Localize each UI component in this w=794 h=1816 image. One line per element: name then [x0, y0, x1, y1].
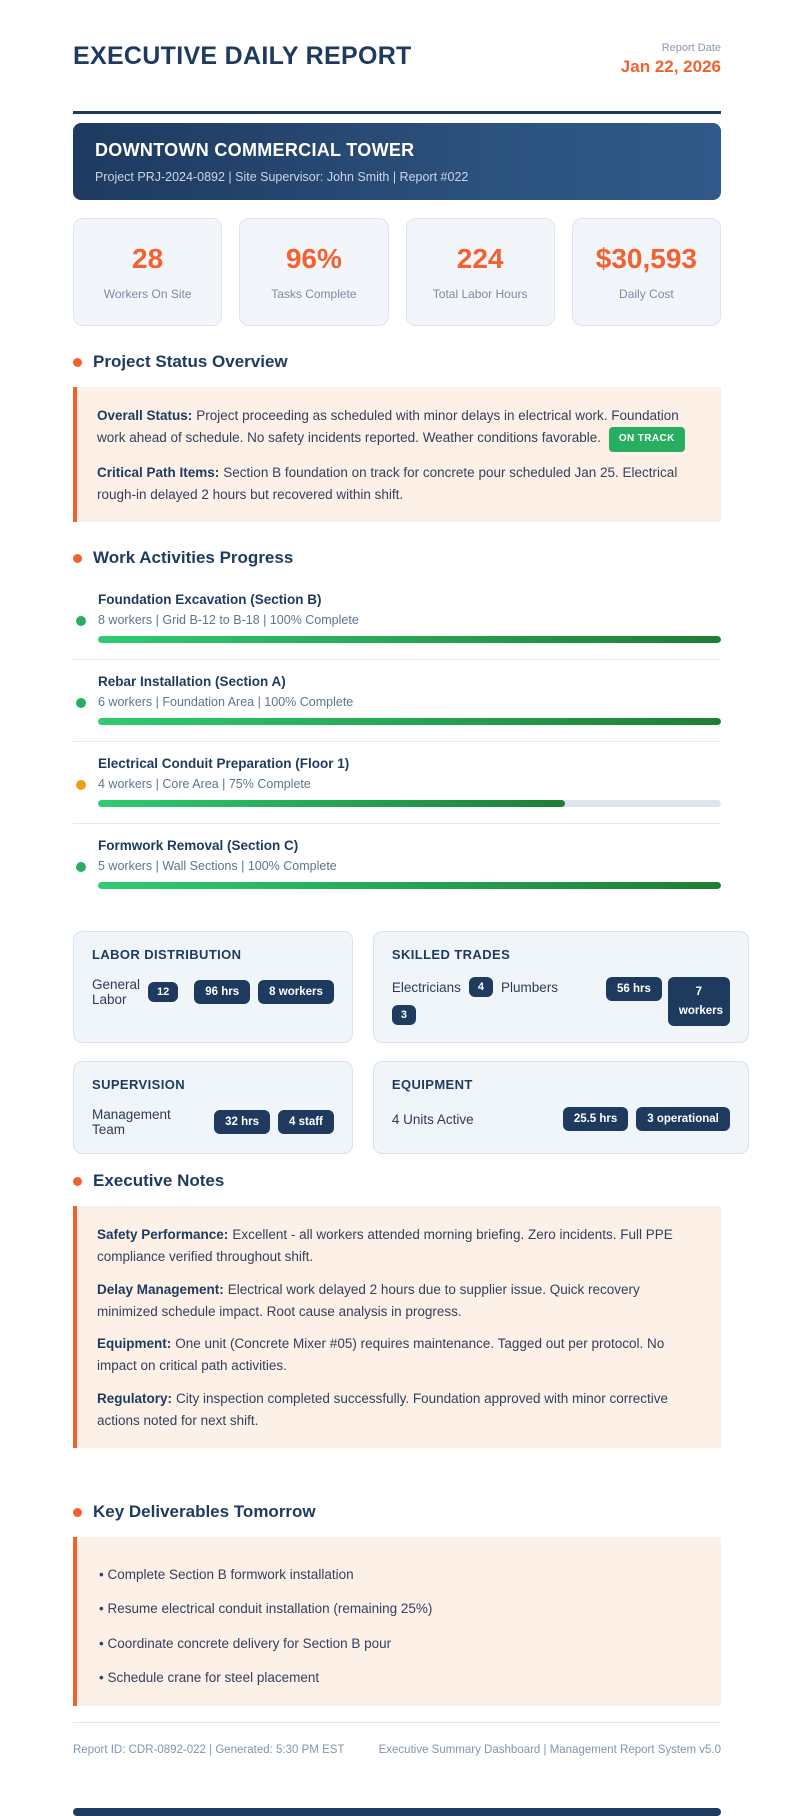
section-bullet-icon [73, 554, 82, 563]
paragraph-lead: Regulatory: [97, 1390, 173, 1406]
deliverables-panel [73, 1537, 721, 1706]
progress-fill [98, 718, 721, 725]
labor-distribution-box [73, 931, 353, 1043]
section-bullet-icon [73, 1508, 82, 1517]
paragraph-lead: Safety Performance: [97, 1227, 229, 1243]
project-banner [73, 123, 721, 200]
progress-fill [98, 882, 721, 889]
section-heading-status [73, 352, 721, 372]
hours-badge: 32 hrs [214, 1110, 270, 1134]
section-title: Key Deliverables Tomorrow [93, 1502, 316, 1522]
report-date-value: Jan 22, 2026 [620, 57, 721, 76]
note-paragraph [97, 1224, 701, 1269]
paragraph-text: Electrical work delayed 2 hours due to supplier issue. Quick recovery minimized schedule impact. Root cause analysis in progress. [97, 1281, 640, 1319]
activity-meta: 8 workers | Grid B-12 to B-18 | 100% Complete [98, 613, 359, 628]
hours-badge: 56 hrs [606, 977, 662, 1001]
activity-item [73, 660, 721, 742]
workers-badge: 7 workers [668, 977, 730, 1026]
section-heading-activities [73, 548, 721, 568]
status-dot-icon [76, 616, 86, 626]
section-heading-deliverables [73, 1502, 721, 1522]
box-label: Electricians [391, 979, 461, 995]
activity-item [73, 742, 721, 824]
footer-system-info: Executive Summary Dashboard | Management Report System v5.0 [378, 1744, 721, 1757]
paragraph-lead: Equipment: [97, 1336, 172, 1352]
stat-value: 96% [285, 243, 342, 274]
stat-card-cost [572, 218, 721, 326]
equipment-box [373, 1061, 749, 1154]
footer-accent-bar [73, 1808, 721, 1816]
stat-label: Workers On Site [103, 287, 192, 301]
activity-meta: 4 workers | Core Area | 75% Complete [98, 777, 311, 792]
stat-value: $30,593 [595, 243, 697, 274]
section-title: Executive Notes [93, 1171, 225, 1191]
box-header: EQUIPMENT [391, 1077, 473, 1093]
stat-label: Daily Cost [619, 287, 674, 301]
stat-label: Tasks Complete [271, 287, 357, 301]
hours-badge: 96 hrs [194, 980, 250, 1004]
box-label: Plumbers [501, 979, 559, 995]
stat-value: 224 [456, 243, 504, 274]
skilled-trades-box [373, 931, 749, 1043]
workers-badge: 8 workers [258, 980, 334, 1004]
status-paragraph [97, 405, 701, 452]
stat-label: Total Labor Hours [432, 287, 528, 301]
report-footer [73, 1722, 721, 1756]
header-divider [73, 111, 721, 114]
note-paragraph [97, 1333, 701, 1378]
progress-track [98, 882, 721, 889]
activity-title: Electrical Conduit Preparation (Floor 1) [98, 756, 350, 772]
report-date-block [621, 42, 721, 77]
hours-badge: 25.5 hrs [563, 1107, 628, 1131]
count-badge: 4 [469, 977, 493, 997]
stat-cards-row [73, 218, 721, 326]
count-badge: 3 [392, 1005, 416, 1025]
supervision-box [73, 1061, 353, 1154]
note-paragraph [97, 1279, 701, 1324]
progress-track [98, 800, 721, 807]
project-meta: Project PRJ-2024-0892 | Site Supervisor: John Smith | Report #022 [95, 170, 469, 184]
activity-item [73, 578, 721, 660]
section-bullet-icon [73, 358, 82, 367]
section-title: Work Activities Progress [93, 548, 294, 568]
status-overview-panel [73, 387, 721, 522]
paragraph-text: City inspection completed successfully. Foundation approved with minor corrective actions noted for next shift. [97, 1390, 668, 1428]
operational-badge: 3 operational [636, 1107, 730, 1131]
activity-item [73, 824, 721, 905]
progress-track [98, 718, 721, 725]
stat-value: 28 [132, 243, 164, 274]
progress-track [98, 636, 721, 643]
executive-notes-panel [73, 1206, 721, 1448]
status-dot-icon [76, 780, 86, 790]
note-paragraph [97, 1388, 701, 1433]
paragraph-text: Section B foundation on track for concrete pour scheduled Jan 25. Electrical rough-in delayed 2 hours but recovered within shift. [97, 464, 678, 503]
paragraph-text: Excellent - all workers attended morning briefing. Zero incidents. Full PPE compliance verified throughout shift. [97, 1227, 673, 1265]
footer-report-id: Report ID: CDR-0892-022 | Generated: 5:30 PM EST [73, 1744, 345, 1757]
page-title: EXECUTIVE DAILY REPORT [73, 42, 412, 70]
deliverable-item: • Resume electrical conduit installation (remaining 25%) [99, 1599, 699, 1619]
section-title: Project Status Overview [93, 352, 288, 371]
stat-card-tasks [239, 218, 388, 326]
staff-badge: 4 staff [278, 1110, 334, 1134]
box-label: General Labor [92, 977, 141, 1008]
box-header: SKILLED TRADES [391, 947, 511, 963]
box-label: 4 Units Active [391, 1111, 474, 1127]
activity-meta: 6 workers | Foundation Area | 100% Complete [98, 695, 354, 710]
activity-title: Foundation Excavation (Section B) [98, 592, 322, 608]
project-title: DOWNTOWN COMMERCIAL TOWER [95, 140, 415, 160]
status-paragraph [97, 462, 701, 507]
on-track-badge: ON TRACK [609, 427, 685, 452]
deliverable-item: • Schedule crane for steel placement [99, 1668, 699, 1688]
count-badge: 12 [148, 982, 178, 1002]
report-date-label: Report Date [661, 42, 721, 54]
progress-fill [98, 800, 565, 807]
section-heading-notes [73, 1171, 721, 1191]
box-label: Management Team [92, 1107, 171, 1138]
deliverable-item: • Complete Section B formwork installation [99, 1565, 699, 1585]
box-header: SUPERVISION [92, 1077, 186, 1093]
status-dot-icon [76, 698, 86, 708]
deliverable-item: • Coordinate concrete delivery for Section B pour [99, 1634, 699, 1654]
report-page [73, 0, 721, 1816]
activities-list [73, 578, 721, 905]
stat-card-workers [73, 218, 222, 326]
paragraph-lead: Critical Path Items: [97, 464, 220, 480]
paragraph-text: One unit (Concrete Mixer #05) requires maintenance. Tagged out per protocol. No impact on critical path activities. [97, 1336, 665, 1374]
box-header: LABOR DISTRIBUTION [92, 947, 242, 963]
stat-card-hours [406, 218, 555, 326]
progress-fill [98, 636, 721, 643]
paragraph-lead: Delay Management: [97, 1281, 224, 1297]
activity-title: Formwork Removal (Section C) [98, 838, 299, 854]
status-dot-icon [76, 862, 86, 872]
paragraph-lead: Overall Status: [97, 408, 193, 423]
section-bullet-icon [73, 1177, 82, 1186]
activity-title: Rebar Installation (Section A) [98, 674, 286, 690]
summary-box-grid [73, 931, 721, 1154]
report-header [73, 42, 721, 77]
paragraph-text: Project proceeding as scheduled with minor delays in electrical work. Foundation work ahead of schedule. No safety incidents reported. Weather conditions favorable. [97, 408, 679, 446]
activity-meta: 5 workers | Wall Sections | 100% Complete [98, 859, 337, 874]
